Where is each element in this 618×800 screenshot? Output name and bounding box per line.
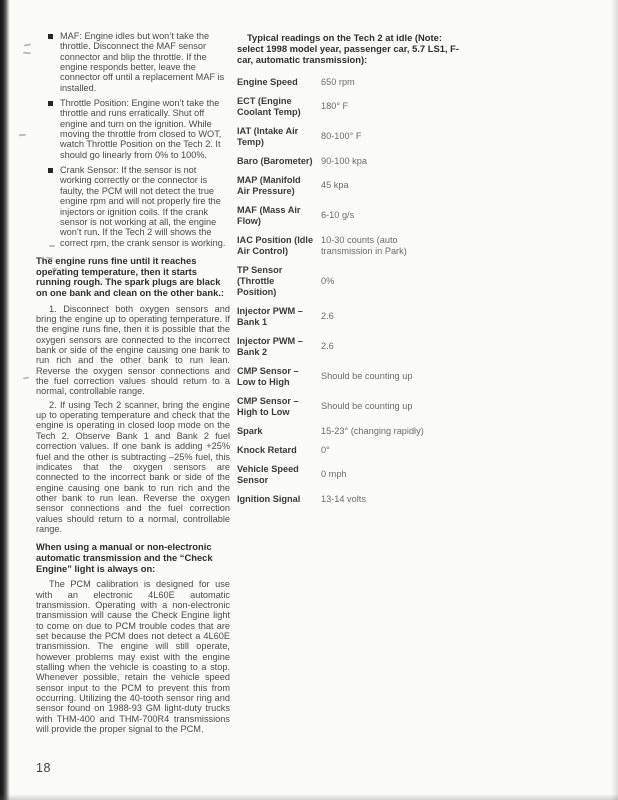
spec-value: 90-100 kpa: [321, 155, 367, 166]
spec-value: 15-23° (changing rapidly): [321, 425, 424, 436]
pencil-mark: [24, 44, 31, 47]
spec-label: Baro (Barometer): [237, 155, 313, 166]
bullet-item-maf: [48, 31, 230, 93]
spec-label: MAP (Manifold Air Pressure): [237, 174, 301, 196]
spec-table-heading: Typical readings on the Tech 2 at idle (Note: select 1998 model year, passenger car, 5.7 LS1, F-car, automatic transmission):: [237, 32, 459, 66]
spec-value: 0 mph: [321, 469, 347, 480]
pencil-mark: [19, 134, 26, 136]
spec-label: IAC Position (Idle Air Control): [237, 234, 314, 256]
spec-value: 0%: [321, 275, 335, 286]
spec-value: 180° F: [321, 101, 349, 112]
square-bullet-icon: [48, 168, 53, 173]
table-row-map: [237, 175, 461, 197]
table-row-knock-retard: [237, 445, 461, 456]
spec-label: Ignition Signal: [237, 493, 301, 504]
spec-label: Injector PWM – Bank 1: [237, 305, 303, 327]
spec-label: Vehicle Speed Sensor: [237, 463, 299, 485]
table-row-engine-speed: [237, 77, 461, 88]
table-row-iat: [237, 126, 461, 148]
spec-value: 2.6: [321, 341, 334, 352]
spec-value: 650 rpm: [321, 76, 355, 87]
spec-label: Spark: [237, 425, 263, 436]
spec-value: Should be counting up: [321, 371, 413, 382]
bullet-text: MAF: Engine idles but won’t take the throttle. Disconnect the MAF sensor connector and blip the throttle. If the engine responds better, leave the connector off until a replacement MAF is installed.: [60, 31, 225, 93]
bullet-item-throttle-position: [48, 98, 230, 160]
spec-label: ECT (Engine Coolant Temp): [237, 95, 301, 117]
table-row-ect: [237, 96, 461, 118]
scan-edge-left: [0, 0, 10, 800]
table-row-baro: [237, 156, 461, 167]
paragraph-step-1: 1. Disconnect both oxygen sensors and bring the engine up to operating temperature. If the engine runs fine, then it is possible that the oxygen sensors are connected to the incorrect bank or side of the engine causing one bank to run rich and the other bank to run lean. Reverse the oxygen sensor connections and the fuel correction values should return to a normal, controllable range.: [36, 303, 230, 397]
table-row-injector-pwm-bank2: [237, 336, 461, 358]
table-row-vehicle-speed-sensor: [237, 464, 461, 486]
section-heading-manual-transmission: When using a manual or non-electronic automatic transmission and the “Check Engine” light is always on:: [36, 541, 213, 574]
square-bullet-icon: [48, 34, 53, 39]
spec-value: 10-30 counts (auto transmission in Park): [321, 234, 407, 256]
bullet-text: Crank Sensor: If the sensor is not working correctly or the connector is faulty, the PCM will not detect the true engine rpm and will not properly fire the injectors or ignition coils. If the crank sensor is not working at all, the engine won’t run. If the Tech 2 will shows the correct rpm, the crank sensor is working.: [60, 165, 226, 248]
spec-label: IAT (Intake Air Temp): [237, 125, 299, 147]
bullet-item-crank-sensor: [48, 165, 230, 248]
page-number: 18: [36, 761, 51, 775]
table-row-tp-sensor: [237, 265, 461, 298]
bullet-text: Throttle Position: Engine won’t take the throttle and runs erratically. Shut off engine and turn on the ignition. While moving the throttle from closed to WOT, watch Throttle Position on the Tech 2. It should go linearly from 0% to 100%.: [60, 98, 222, 160]
table-row-cmp-high-to-low: [237, 396, 461, 418]
paragraph-step-2: 2. If using Tech 2 scanner, bring the engine up to operating temperature and check that the engine is operating in closed loop mode on the Tech 2. Observe Bank 1 and Bank 2 fuel correction values. If one bank is adding +25% fuel and the other is subtracting –25% fuel, this indicates that the oxygen sensors are connected to the incorrect bank or side of the engine causing one bank to run rich and the other bank to run lean. Reverse the oxygen sensor connections and the fuel correction values should return to a normal, controllable range.: [36, 399, 230, 534]
left-text-column: [36, 31, 230, 738]
spec-label: CMP Sensor – Low to High: [237, 365, 299, 387]
table-row-iac-position: [237, 235, 461, 257]
spec-value: 80-100° F: [321, 131, 362, 142]
paragraph-pcm-calibration: The PCM calibration is designed for use with an electronic 4L60E automatic transmission. Operating with a non-electronic transmission will cause the Check Engine light to come on due to PCM trouble codes that are set because the PCM does not detect a 4L60E transmission. The engine will still operate, however problems may exist with the engine stalling when the vehicle is coasting to a stop. Whenever possible, retain the vehicle speed sensor input to the PCM to prevent this from occurring. Utilizing the 40-tooth sensor ring and sensor found on 1988-93 GM light-duty trucks with THM-400 and THM-700R4 transmissions will provide the proper signal to the PCM.: [36, 579, 230, 735]
spec-label: Engine Speed: [237, 76, 298, 87]
spec-value: 6-10 g/s: [321, 210, 355, 221]
pencil-mark: [23, 52, 31, 55]
right-spec-column: [237, 32, 461, 513]
table-row-cmp-low-to-high: [237, 366, 461, 388]
pencil-mark: [23, 376, 29, 379]
spec-label: TP Sensor (Throttle Position): [237, 264, 283, 297]
scan-edge-right: [611, 0, 618, 800]
table-row-maf: [237, 205, 461, 227]
spec-label: Knock Retard: [237, 444, 297, 455]
spec-value: Should be counting up: [321, 401, 413, 412]
spec-value: 13-14 volts: [321, 493, 366, 504]
scan-edge-bottom: [0, 794, 618, 800]
spec-value: 0°: [321, 444, 330, 455]
spec-label: MAF (Mass Air Flow): [237, 204, 301, 226]
table-row-spark: [237, 426, 461, 437]
spec-value: 45 kpa: [321, 180, 349, 191]
section-heading-runs-rough: The engine runs fine until it reaches operating temperature, then it starts running rough. The spark plugs are black on one bank and clean on the other bank.:: [36, 254, 225, 298]
spec-label: Injector PWM – Bank 2: [237, 335, 303, 357]
spec-value: 2.6: [321, 311, 334, 322]
table-row-injector-pwm-bank1: [237, 306, 461, 328]
square-bullet-icon: [48, 101, 53, 106]
tech2-readings-table: [237, 77, 461, 505]
spec-label: CMP Sensor – High to Low: [237, 395, 299, 417]
table-row-ignition-signal: [237, 494, 461, 505]
